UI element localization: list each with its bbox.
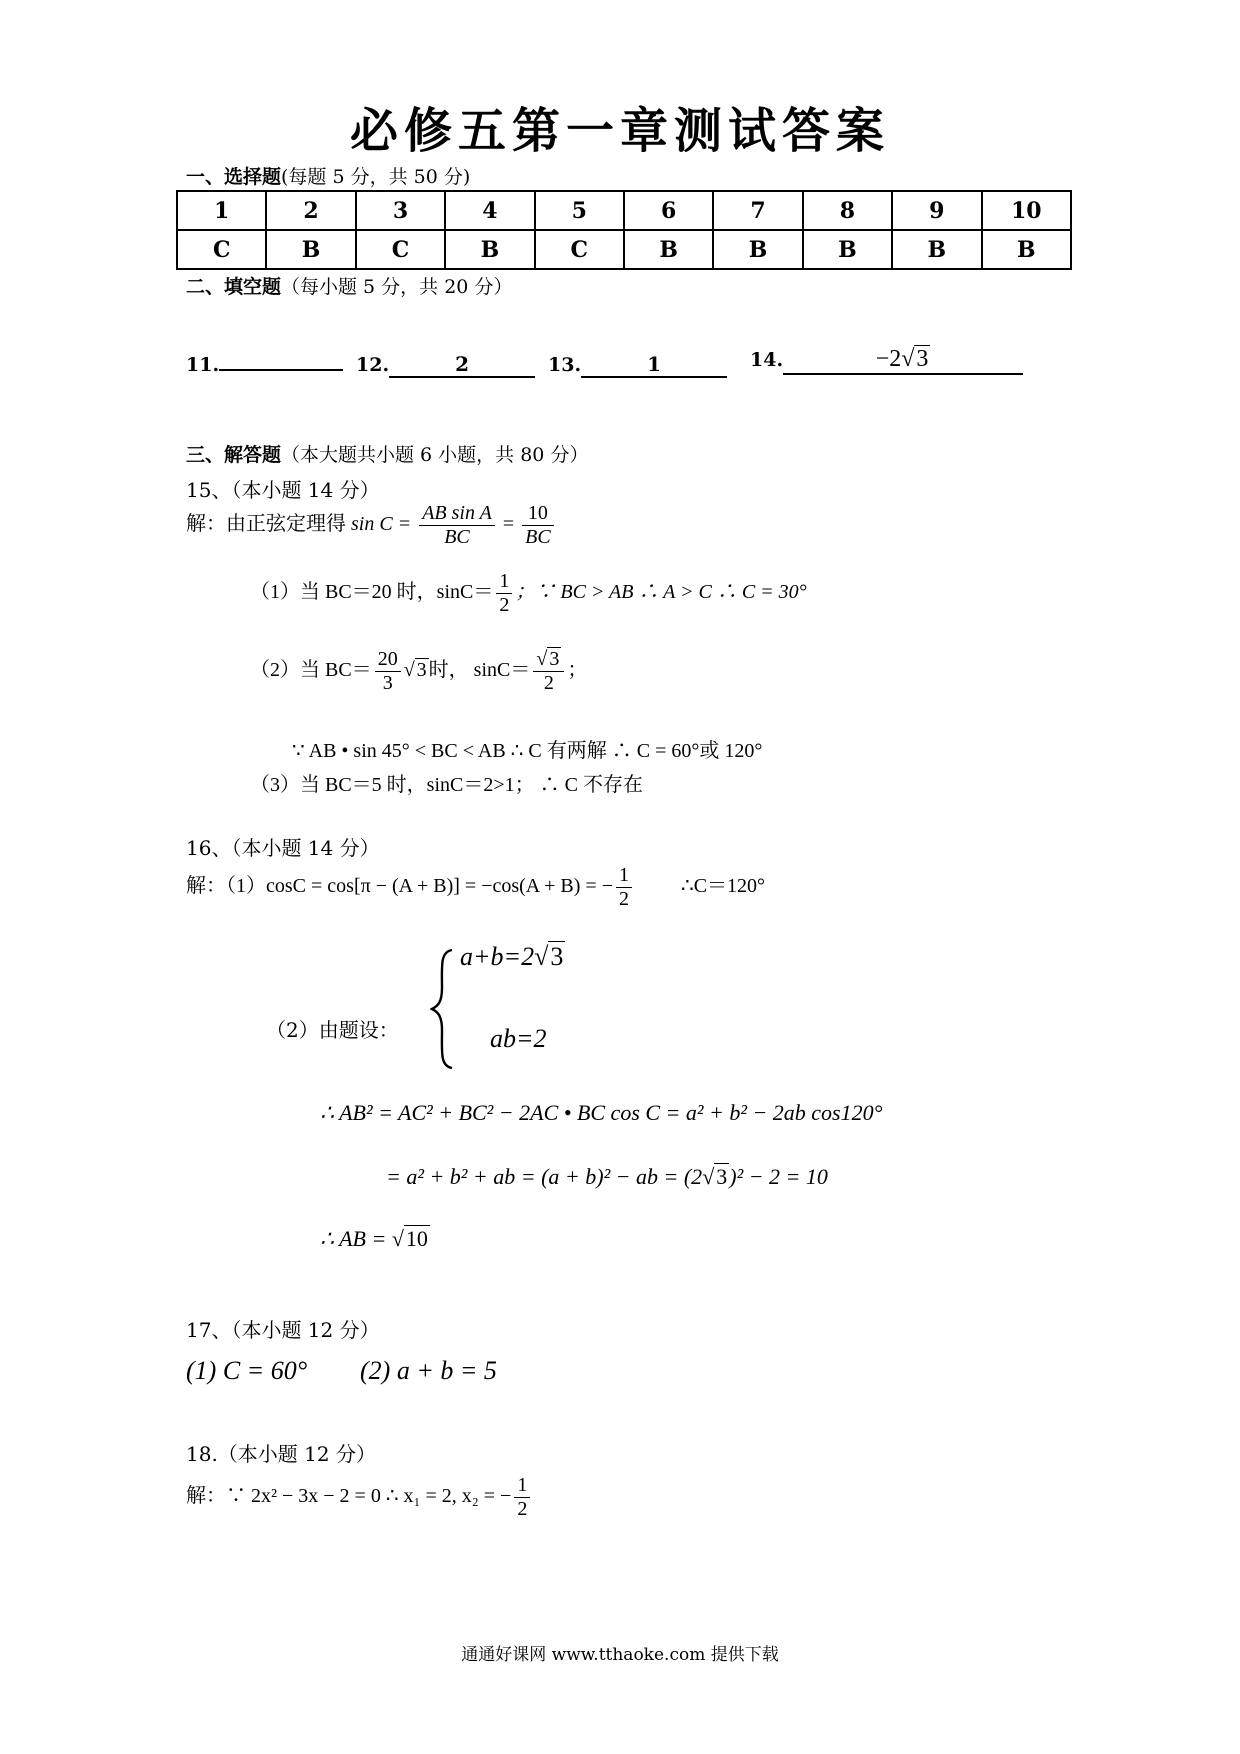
denominator: 2 — [616, 887, 632, 911]
radicand: 3 — [916, 346, 929, 372]
denominator: 3 — [375, 671, 401, 695]
q15-fraction-1 — [419, 502, 495, 549]
q18-fraction — [514, 1474, 530, 1521]
case2-sin-fraction — [533, 648, 564, 695]
table-row-numbers — [177, 191, 1071, 230]
q17-answer-2: (2) a + b = 5 — [360, 1356, 497, 1385]
q15-case2-line2: ∵ AB • sin 45° < BC < AB ∴ C 有两解 ∴ C = 60°或 120° — [292, 740, 763, 762]
case-text: ； — [567, 659, 588, 682]
sqrt-expression: √3 — [534, 942, 564, 971]
denominator: 2 — [496, 593, 512, 617]
numerator: 1 — [618, 864, 629, 886]
fill-blank-item-12 — [356, 352, 535, 378]
section2-note: （每小题 5 分，共 20 分） — [281, 276, 513, 298]
numerator: 1 — [517, 1474, 528, 1496]
numerator: 1 — [499, 570, 510, 592]
denominator: 2 — [514, 1497, 530, 1521]
sqrt-expression: √3 — [901, 346, 929, 372]
section2-heading: 二、填空题 — [186, 276, 282, 298]
system-eq-1 — [460, 942, 565, 972]
table-cell: 10 — [982, 191, 1071, 230]
radicand: 10 — [405, 1226, 428, 1251]
fill-blank-answer: 2 — [389, 352, 535, 378]
eq-text: )² − 2 = 10 — [729, 1164, 828, 1189]
page-footer: 通通好课网 www.tthaoke.com 提供下载 — [461, 1645, 779, 1665]
choice-answer-table — [176, 190, 1072, 270]
table-cell: B — [982, 230, 1071, 269]
q15-case2 — [250, 648, 587, 695]
sqrt-expression: √3 — [702, 1164, 728, 1189]
table-cell: 1 — [177, 191, 266, 230]
table-row-answers — [177, 230, 1071, 269]
q16-fraction — [616, 864, 632, 911]
table-cell: B — [624, 230, 713, 269]
table-cell: 8 — [803, 191, 892, 230]
fill-blank-answer — [219, 369, 343, 371]
q17-header: 17、（本小题 12 分） — [186, 1318, 380, 1342]
radicand: 3 — [549, 648, 560, 670]
q15-fraction-2 — [522, 502, 554, 549]
section1-note: (每题 5 分，共 50 分) — [281, 166, 471, 188]
case2-fraction — [375, 648, 401, 695]
eq-text: a+b=2 — [460, 942, 535, 971]
q15-case1 — [250, 570, 807, 617]
case1-fraction — [496, 570, 512, 617]
table-cell: C — [356, 230, 445, 269]
section3-note: （本大题共小题 6 小题，共 80 分） — [281, 444, 589, 466]
q15-case3: （3）当 BC＝5 时，sinC＝2>1； ∴ C 不存在 — [250, 774, 643, 796]
sqrt-expression: √10 — [391, 1226, 428, 1251]
numerator: AB sin A — [422, 502, 492, 524]
q16-header: 16、（本小题 14 分） — [186, 836, 380, 860]
case-text: （2）当 BC＝ — [250, 659, 372, 682]
fill-blank-label: 13. — [548, 354, 582, 376]
table-cell: B — [266, 230, 355, 269]
fill-blank-answer: 1 — [581, 352, 727, 378]
fill-blank-item-13 — [548, 352, 727, 378]
table-cell: 6 — [624, 191, 713, 230]
sqrt-expression: √ 3 — [403, 659, 427, 682]
fill-blank-label: 14. — [750, 349, 784, 371]
q15-intro-line — [186, 502, 557, 549]
eq-text: = a² + b² + ab = (a + b)² − ab = (2 — [386, 1164, 703, 1189]
table-cell: 3 — [356, 191, 445, 230]
table-cell: 7 — [713, 191, 802, 230]
left-brace-icon — [430, 948, 454, 1070]
table-cell: 9 — [892, 191, 981, 230]
radicand: 3 — [716, 1164, 728, 1189]
table-cell: 5 — [535, 191, 624, 230]
fill-blank-label: 12. — [356, 354, 390, 376]
sqrt-expression: √ 3 — [536, 648, 560, 670]
denominator: BC — [419, 525, 495, 549]
radicand: 3 — [550, 942, 564, 971]
system-eq-2: ab=2 — [490, 1024, 547, 1053]
table-cell: C — [535, 230, 624, 269]
table-cell: B — [713, 230, 802, 269]
answer-prefix: −2 — [875, 346, 902, 372]
denominator: 2 — [533, 671, 564, 695]
q18-header: 18.（本小题 12 分） — [186, 1442, 376, 1466]
table-cell: C — [177, 230, 266, 269]
q16-part2-label: （2）由题设： — [266, 1018, 399, 1042]
q17-answer-1: (1) C = 60° — [186, 1356, 308, 1385]
table-cell: B — [892, 230, 981, 269]
fill-blank-item-14 — [750, 346, 1023, 375]
table-cell: 4 — [445, 191, 534, 230]
eq-text: ∴ AB = — [320, 1226, 387, 1251]
q16-part1-text: 解：（1）cosC = cos[π − (A + B)] = −cos(A + B) = − — [186, 875, 613, 898]
case-text: （1）当 BC＝20 时，sinC＝ — [250, 581, 494, 604]
q15-header: 15、（本小题 14 分） — [186, 478, 380, 502]
numerator — [533, 648, 564, 671]
page-title: 必修五第一章测试答案 — [349, 103, 890, 159]
q16-line1: ∴ AB² = AC² + BC² − 2AC • BC cos C = a² + b² − 2ab cos120° — [320, 1100, 883, 1125]
eq-text: 解：∵ 2x² − 3x − 2 = 0 ∴ x₁ = 2, x₂ = − — [186, 1485, 512, 1508]
table-cell: 2 — [266, 191, 355, 230]
numerator: 10 — [527, 502, 548, 524]
section1-heading-line — [186, 162, 470, 189]
section1-heading: 一、选择题 — [186, 166, 282, 188]
q16-part1-result: ∴C＝120° — [680, 875, 766, 898]
q18-line — [186, 1474, 533, 1521]
section3-heading-line — [186, 440, 588, 467]
numerator: 20 — [377, 648, 398, 670]
fill-blank-label: 11. — [186, 354, 220, 376]
q16-line2 — [386, 1164, 828, 1190]
equals-sign: = — [502, 513, 515, 536]
q15-intro: 解：由正弦定理得 — [186, 513, 346, 536]
denominator: BC — [522, 525, 554, 549]
q16-line3 — [320, 1226, 430, 1252]
fill-blank-answer — [783, 346, 1023, 375]
q15-sinc: sin C = — [351, 513, 412, 536]
table-cell: B — [445, 230, 534, 269]
fill-blank-item-11 — [186, 352, 343, 376]
radicand: 3 — [416, 659, 427, 682]
case-text: ；∵ BC > AB ∴ A > C ∴ C = 30° — [515, 581, 807, 604]
section2-heading-line — [186, 272, 512, 299]
section3-heading: 三、解答题 — [186, 444, 282, 466]
table-cell: B — [803, 230, 892, 269]
q16-part1 — [186, 864, 765, 911]
case-text: 时， sinC＝ — [428, 659, 531, 682]
